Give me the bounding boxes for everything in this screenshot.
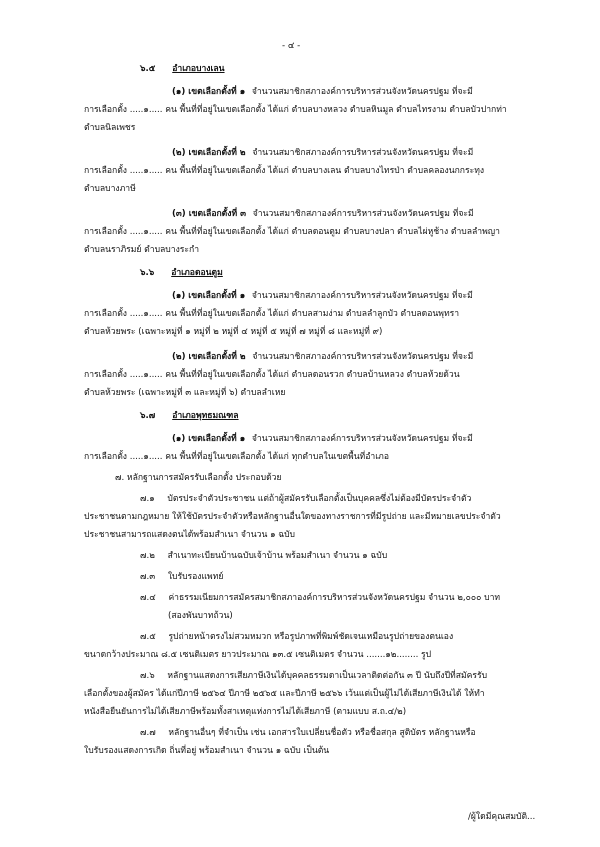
district-text: จำนวนสมาชิกสภาองค์การบริหารส่วนจังหวัดนครปฐม ที่จะมี	[251, 87, 473, 97]
item-number: ๗.๔	[140, 593, 156, 603]
district-label: (๒) เขตเลือกตั้งที่ ๒	[172, 352, 246, 362]
paragraph-line: การเลือกตั้ง .....๑..... คน พื้นที่ที่อยู่ในเขตเลือกตั้ง ได้แก่ ทุกตำบลในเขตพื้นที่อำเภอ	[84, 452, 389, 462]
section-number: ๖.๕	[140, 64, 156, 74]
list-item	[140, 551, 387, 563]
item-text: บัตรประจำตัวประชาชน แต่ถ้าผู้สมัครรับเลือกตั้งเป็นบุคคลซึ่งไม่ต้องมีบัตรประจำตัว	[167, 494, 472, 504]
paragraph-line	[172, 209, 474, 221]
paragraph-line	[172, 148, 473, 160]
item-number: ๗.๒	[140, 551, 155, 561]
paragraph-line: การเลือกตั้ง .....๑..... คน พื้นที่ที่อยู่ในเขตเลือกตั้ง ได้แก่ ตำบลบางหลวง ตำบลหินมูล ตำบลไทรงาม ตำบลบัวปากท่า	[84, 105, 507, 115]
section-title: อำเภอบางเลน	[172, 64, 225, 74]
item-text: หลักฐานอื่นๆ ที่จำเป็น เช่น เอกสารใบเปลี่ยนชื่อตัว หรือชื่อสกุล สูติบัตร หลักฐานหรือ	[168, 728, 476, 738]
section-6-7-heading	[140, 411, 239, 423]
paragraph-line: ตำบลนราภิรมย์ ตำบลบางระกำ	[84, 245, 200, 255]
paragraph-line: ตำบลห้วยพระ (เฉพาะหมู่ที่ ๑ หมู่ที่ ๒ หมู่ที่ ๔ หมู่ที่ ๕ หมู่ที่ ๗ หมู่ที่ ๘ และหมู่ที่ ๙)	[84, 327, 383, 337]
paragraph-line: ตำบลบางภาษี	[84, 184, 136, 194]
item-number: ๗.๓	[140, 572, 156, 582]
section-number: ๖.๖	[140, 268, 155, 278]
section-7-heading: ๗. หลักฐานการสมัครรับเลือกตั้ง ประกอบด้วย	[115, 473, 282, 483]
section-6-5-heading	[140, 64, 225, 76]
list-item	[140, 593, 500, 605]
section-title: อำเภอดอนตูม	[171, 268, 223, 278]
paragraph-line: การเลือกตั้ง .....๑..... คน พื้นที่ที่อยู่ในเขตเลือกตั้ง ได้แก่ ตำบลบางเลน ตำบลบางไทรป่า ตำบลคลองนกกระทุง	[84, 166, 485, 176]
paragraph-line: ประชาชนตามกฎหมาย ให้ใช้บัตรประจำตัวหรือหลักฐานอื่นใดของทางราชการที่มีรูปถ่าย และมีหมายเลขประจำตัว	[84, 512, 501, 522]
item-number: ๗.๗	[140, 728, 156, 738]
paragraph-line: เลือกตั้งของผู้สมัคร ได้แก่ปีภาษี ๒๕๖๔ ปีภาษี ๒๕๖๕ และปีภาษี ๒๕๖๖ เว้นแต่เป็นผู้ไม่ได้เสียภาษีเงินได้ ให้ทำ	[84, 689, 485, 699]
item-text: หลักฐานแสดงการเสียภาษีเงินได้บุคคลธรรมดาเป็นเวลาติดต่อกัน ๓ ปี นับถึงปีที่สมัครรับ	[167, 671, 488, 681]
paragraph-line	[172, 352, 473, 364]
district-label: (๑) เขตเลือกตั้งที่ ๑	[172, 434, 246, 444]
district-text: จำนวนสมาชิกสภาองค์การบริหารส่วนจังหวัดนครปฐม ที่จะมี	[251, 434, 473, 444]
paragraph-line: ขนาดกว้างประมาณ ๘.๕ เซนติเมตร ยาวประมาณ ๑๓.๕ เซนติเมตร จำนวน .......๑๒........ รูป	[84, 650, 432, 660]
paragraph-line: ตำบลนิลเพชร	[84, 123, 136, 133]
item-number: ๗.๕	[140, 632, 156, 642]
list-item	[140, 671, 487, 683]
section-number: ๖.๗	[140, 411, 156, 421]
paragraph-line	[172, 87, 473, 99]
district-label: (๑) เขตเลือกตั้งที่ ๑	[172, 291, 246, 301]
paragraph-line: ใบรับรองแสดงการเกิด ถิ่นที่อยู่ พร้อมสำเนา จำนวน ๑ ฉบับ เป็นต้น	[84, 746, 330, 756]
section-6-6-heading	[140, 268, 223, 280]
list-item	[140, 728, 476, 740]
district-label: (๒) เขตเลือกตั้งที่ ๒	[172, 148, 246, 158]
district-text: จำนวนสมาชิกสภาองค์การบริหารส่วนจังหวัดนครปฐม ที่จะมี	[251, 291, 473, 301]
paragraph-line	[172, 291, 473, 303]
district-text: จำนวนสมาชิกสภาองค์การบริหารส่วนจังหวัดนครปฐม ที่จะมี	[252, 352, 474, 362]
district-text: จำนวนสมาชิกสภาองค์การบริหารส่วนจังหวัดนครปฐม ที่จะมี	[252, 148, 474, 158]
paragraph-line: การเลือกตั้ง .....๑..... คน พื้นที่ที่อยู่ในเขตเลือกตั้ง ได้แก่ ตำบลดอนรวก ตำบลบ้านหลวง ตำบลห้วยด้วน	[84, 370, 460, 380]
item-number: ๗.๑	[140, 494, 155, 504]
paragraph-line: การเลือกตั้ง .....๑..... คน พื้นที่ที่อยู่ในเขตเลือกตั้ง ได้แก่ ตำบลดอนตูม ตำบลบางปลา ตำบลไผ่หูช้าง ตำบลลำพญา	[84, 227, 500, 237]
paragraph-line: (สองพันบาทถ้วน)	[168, 611, 233, 621]
district-text: จำนวนสมาชิกสภาองค์การบริหารส่วนจังหวัดนครปฐม ที่จะมี	[252, 209, 474, 219]
page-number: - ๔ -	[282, 41, 301, 51]
item-text: สำเนาทะเบียนบ้านฉบับเจ้าบ้าน พร้อมสำเนา จำนวน ๑ ฉบับ	[167, 551, 388, 561]
paragraph-line	[172, 434, 473, 446]
district-label: (๑) เขตเลือกตั้งที่ ๑	[172, 87, 246, 97]
list-item	[140, 632, 453, 644]
district-label: (๓) เขตเลือกตั้งที่ ๓	[172, 209, 246, 219]
paragraph-line: การเลือกตั้ง .....๑..... คน พื้นที่ที่อยู่ในเขตเลือกตั้ง ได้แก่ ตำบลสามง่าม ตำบลลำลูกบัว ตำบลดอนพุทรา	[84, 309, 460, 319]
paragraph-line: ตำบลห้วยพระ (เฉพาะหมู่ที่ ๓ และหมู่ที่ ๖) ตำบลลำเหย	[84, 388, 286, 398]
list-item	[140, 572, 223, 584]
section-title: อำเภอพุทธมณฑล	[172, 411, 239, 421]
item-text: รูปถ่ายหน้าตรงไม่สวมหมวก หรือรูปภาพที่พิมพ์ชัดเจนเหมือนรูปถ่ายของตนเอง	[168, 632, 454, 642]
item-text: ค่าธรรมเนียมการสมัครสมาชิกสภาองค์การบริหารส่วนจังหวัดนครปฐม จำนวน ๒,๐๐๐ บาท	[168, 593, 501, 603]
item-text: ใบรับรองแพทย์	[167, 572, 224, 582]
item-number: ๗.๖	[140, 671, 155, 681]
continuation-note: /ผู้ใดมีคุณสมบัติ...	[468, 812, 536, 822]
list-item	[140, 494, 471, 506]
paragraph-line: ประชาชนสามารถแสดงตนได้พร้อมสำเนา จำนวน ๑ ฉบับ	[84, 530, 296, 540]
paragraph-line: หนังสือยืนยันการไม่ได้เสียภาษีพร้อมทั้งสาเหตุแห่งการไม่ได้เสียภาษี (ตามแบบ ส.ถ.๔/๒)	[84, 707, 407, 717]
